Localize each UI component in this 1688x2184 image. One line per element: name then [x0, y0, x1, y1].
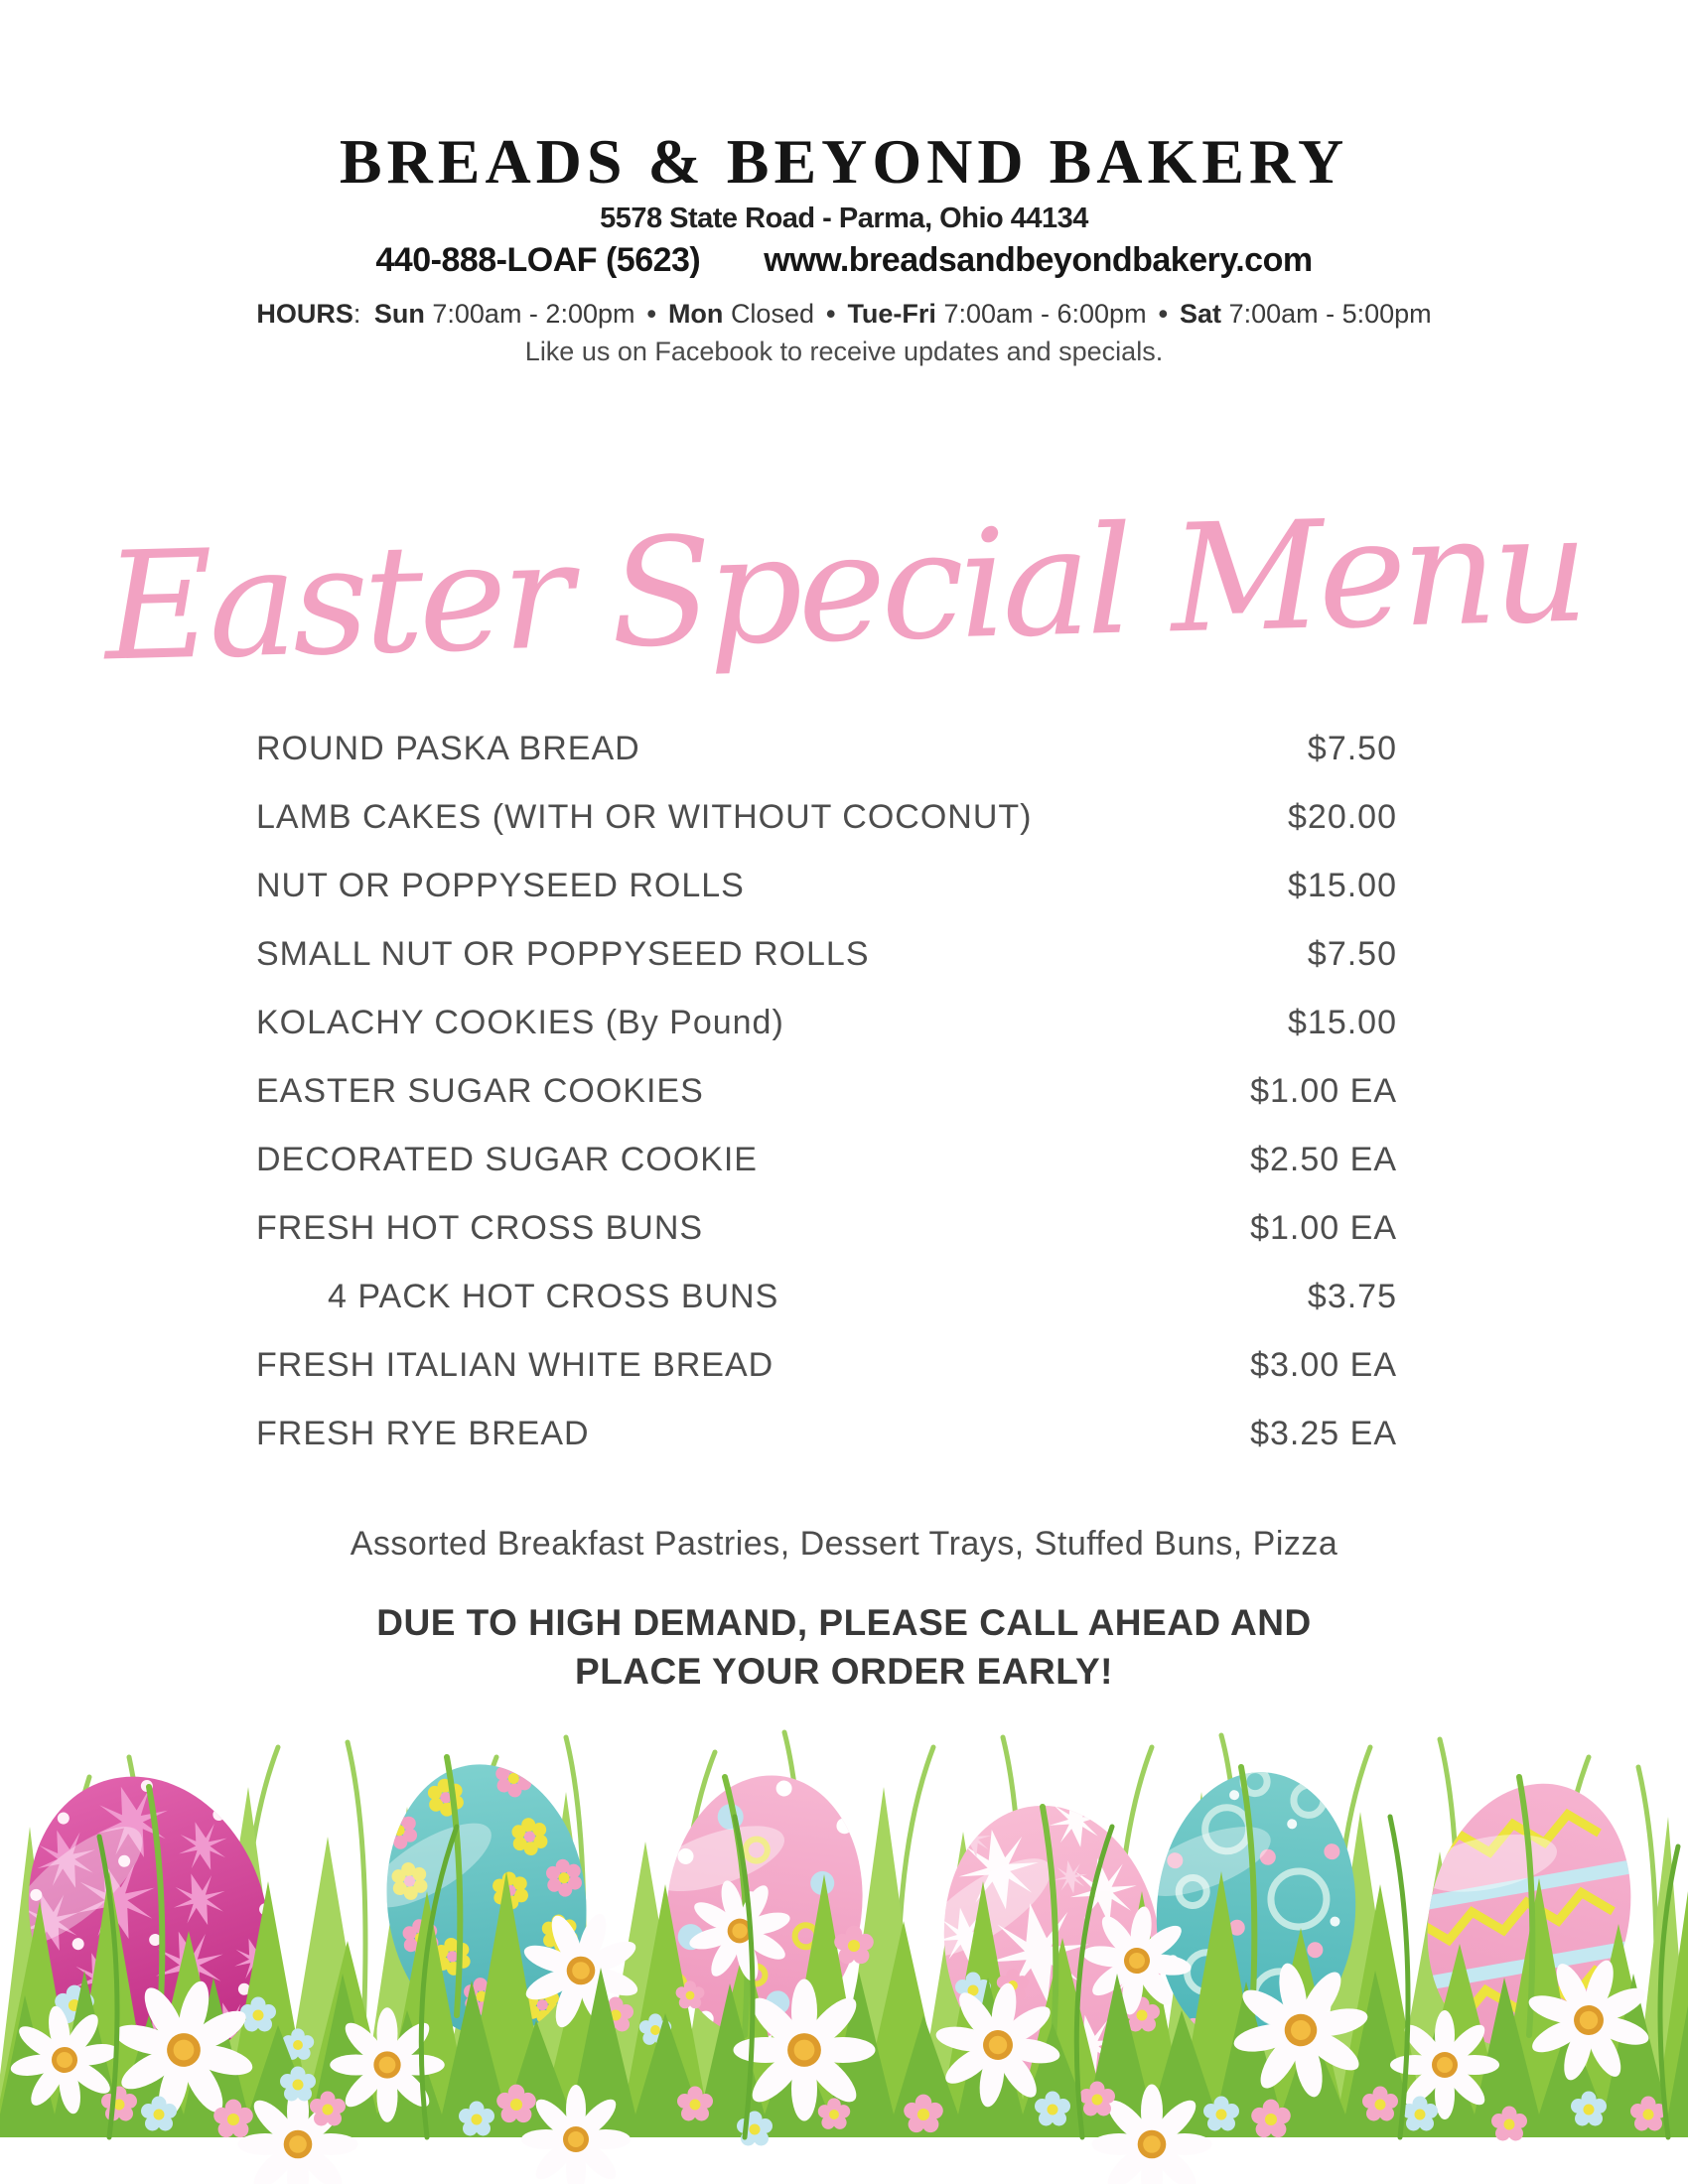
menu-item-name: FRESH RYE BREAD	[256, 1415, 590, 1452]
menu-item-name: EASTER SUGAR COOKIES	[256, 1072, 704, 1110]
menu-item-name: LAMB CAKES (WITH OR WITHOUT COCONUT)	[256, 798, 1033, 836]
menu-item-row	[256, 1126, 1397, 1194]
menu-item-name: ROUND PASKA BREAD	[256, 730, 640, 767]
menu-item-price: $3.00 EA	[1250, 1346, 1397, 1384]
menu-item-name: 4 PACK HOT CROSS BUNS	[328, 1278, 779, 1315]
call-ahead-line2: PLACE YOUR ORDER EARLY!	[575, 1651, 1113, 1692]
menu-item-row	[256, 1263, 1397, 1331]
hours-day-sun: Sun	[373, 299, 425, 329]
menu-item-name: NUT OR POPPYSEED ROLLS	[256, 867, 745, 904]
call-ahead-line1: DUE TO HIGH DEMAND, PLEASE CALL AHEAD AND	[376, 1602, 1312, 1643]
menu-item-row	[256, 920, 1397, 989]
bullet-separator: •	[646, 299, 656, 329]
menu-item-price: $3.25 EA	[1250, 1415, 1397, 1452]
menu-item-name: FRESH ITALIAN WHITE BREAD	[256, 1346, 774, 1384]
menu-item-row	[256, 783, 1397, 852]
hours-time-tuefri: 7:00am - 6:00pm	[943, 299, 1147, 329]
hours-time-sun: 7:00am - 2:00pm	[432, 299, 635, 329]
menu-item-price: $15.00	[1288, 1004, 1397, 1041]
menu-item-row	[256, 1331, 1397, 1400]
hours-day-sat: Sat	[1180, 299, 1222, 329]
easter-grass-illustration	[0, 1717, 1688, 2184]
menu-item-price: $2.50 EA	[1250, 1141, 1397, 1178]
bullet-separator: •	[1158, 299, 1169, 329]
contact-row	[0, 241, 1688, 280]
menu-item-price: $7.50	[1307, 730, 1397, 767]
hours-day-tuefri: Tue-Fri	[847, 299, 936, 329]
menu-item-row	[256, 1194, 1397, 1263]
menu-item-price: $20.00	[1288, 798, 1397, 836]
bullet-separator: •	[825, 299, 836, 329]
hours-time-mon: Closed	[730, 299, 814, 329]
menu-item-row	[256, 1057, 1397, 1126]
website-url: www.breadsandbeyondbakery.com	[764, 241, 1313, 279]
facebook-note: Like us on Facebook to receive updates and specials.	[524, 337, 1164, 366]
menu-item-name: DECORATED SUGAR COOKIE	[256, 1141, 758, 1178]
menu-item-row	[256, 1400, 1397, 1468]
assorted-note: Assorted Breakfast Pastries, Dessert Trays, Stuffed Buns, Pizza	[350, 1525, 1338, 1563]
call-ahead-notice	[0, 1598, 1688, 1696]
phone-number: 440-888-LOAF (5623)	[375, 241, 701, 279]
bakery-address: 5578 State Road - Parma, Ohio 44134	[600, 203, 1088, 234]
menu-item-name: FRESH HOT CROSS BUNS	[256, 1209, 704, 1247]
menu-item-price: $15.00	[1288, 867, 1397, 904]
menu-list	[256, 715, 1397, 1468]
menu-heading: Easter Special Menu	[102, 482, 1586, 695]
menu-item-row	[256, 989, 1397, 1057]
menu-item-name: SMALL NUT OR POPPYSEED ROLLS	[256, 935, 870, 973]
menu-item-price: $7.50	[1307, 935, 1397, 973]
bakery-name: BREADS & BEYOND BAKERY	[339, 126, 1349, 197]
hours-day-mon: Mon	[667, 299, 724, 329]
menu-item-price: $3.75	[1307, 1278, 1397, 1315]
menu-item-name: KOLACHY COOKIES (By Pound)	[256, 1004, 784, 1041]
menu-item-row	[256, 852, 1397, 920]
menu-item-price: $1.00 EA	[1250, 1072, 1397, 1110]
menu-item-price: $1.00 EA	[1250, 1209, 1397, 1247]
hours-time-sat: 7:00am - 5:00pm	[1228, 299, 1432, 329]
menu-item-row	[256, 715, 1397, 783]
hours-label: HOURS	[256, 299, 353, 329]
hours-line: HOURS: Sun 7:00am - 2:00pm • Mon Closed • Tue-Fri 7:00am - 6:00pm • Sat 7:00am - 5:00pm	[256, 299, 1432, 329]
